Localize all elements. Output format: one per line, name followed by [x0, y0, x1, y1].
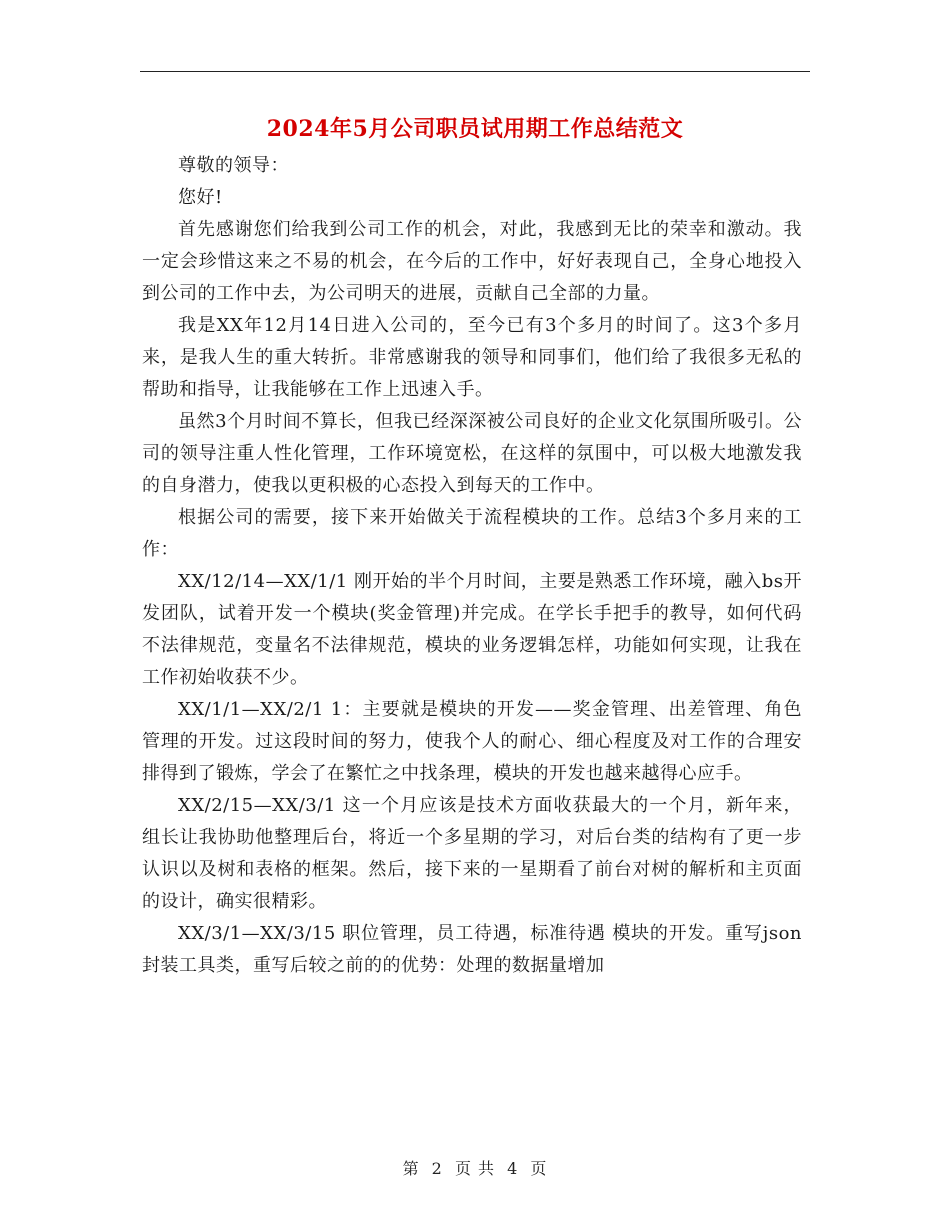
footer-total-pages: 4 — [507, 1159, 519, 1178]
document-title: 2024年5月公司职员试用期工作总结范文 — [266, 116, 684, 142]
paragraph: XX/12/14—XX/1/1 刚开始的半个月时间，主要是熟悉工作环境，融入bs开发团队，试着开发一个模块(奖金管理)并完成。在学长手把手的教导，如何代码不法律规范，变量名不法律规范，模块的业务逻辑怎样，功能如何实现，让我在工作初始收获不少。 — [142, 571, 802, 688]
footer-prefix: 第 — [402, 1159, 420, 1178]
salutation: 尊敬的领导： — [178, 155, 289, 176]
paragraph: XX/2/15—XX/3/1 这一个月应该是技术方面收获最大的一个月，新年来，组长让我协助他整理后台，将近一个多星期的学习，对后台类的结构有了更一步认识以及树和表格的框架。然后，接下来的一星期看了前台对树的解析和主页面的设计，确实很精彩。 — [142, 795, 802, 912]
paragraph: 根据公司的需要，接下来开始做关于流程模块的工作。总结3个多月来的工作： — [142, 507, 802, 560]
paragraph: XX/1/1—XX/2/1 1：主要就是模块的开发——奖金管理、出差管理、角色管理的开发。过这段时间的努力，使我个人的耐心、细心程度及对工作的合理安排得到了锻炼，学会了在繁忙之中找条理，模块的开发也越来越得心应手。 — [142, 699, 802, 784]
header-rule — [140, 71, 810, 72]
footer-current-page: 2 — [431, 1159, 443, 1178]
document-body — [142, 150, 802, 982]
paragraph: XX/3/1—XX/3/15 职位管理，员工待遇，标准待遇 模块的开发。重写json封装工具类，重写后较之前的的优势：处理的数据量增加 — [142, 923, 802, 976]
greeting: 您好! — [178, 187, 223, 208]
footer-middle: 页 共 — [454, 1159, 496, 1178]
footer-suffix: 页 — [530, 1159, 548, 1178]
paragraph: 我是XX年12月14日进入公司的，至今已有3个多月的时间了。这3个多月来，是我人生的重大转折。非常感谢我的领导和同事们，他们给了我很多无私的帮助和指导，让我能够在工作上迅速入手。 — [142, 315, 802, 400]
paragraph: 首先感谢您们给我到公司工作的机会，对此，我感到无比的荣幸和激动。我一定会珍惜这来之不易的机会，在今后的工作中，好好表现自己，全身心地投入到公司的工作中去，为公司明天的进展，贡献自己全部的力量。 — [142, 219, 802, 304]
paragraph: 虽然3个月时间不算长，但我已经深深被公司良好的企业文化氛围所吸引。公司的领导注重人性化管理，工作环境宽松，在这样的氛围中，可以极大地激发我的自身潜力，使我以更积极的心态投入到每天的工作中。 — [142, 411, 802, 496]
page-footer — [0, 1156, 950, 1179]
